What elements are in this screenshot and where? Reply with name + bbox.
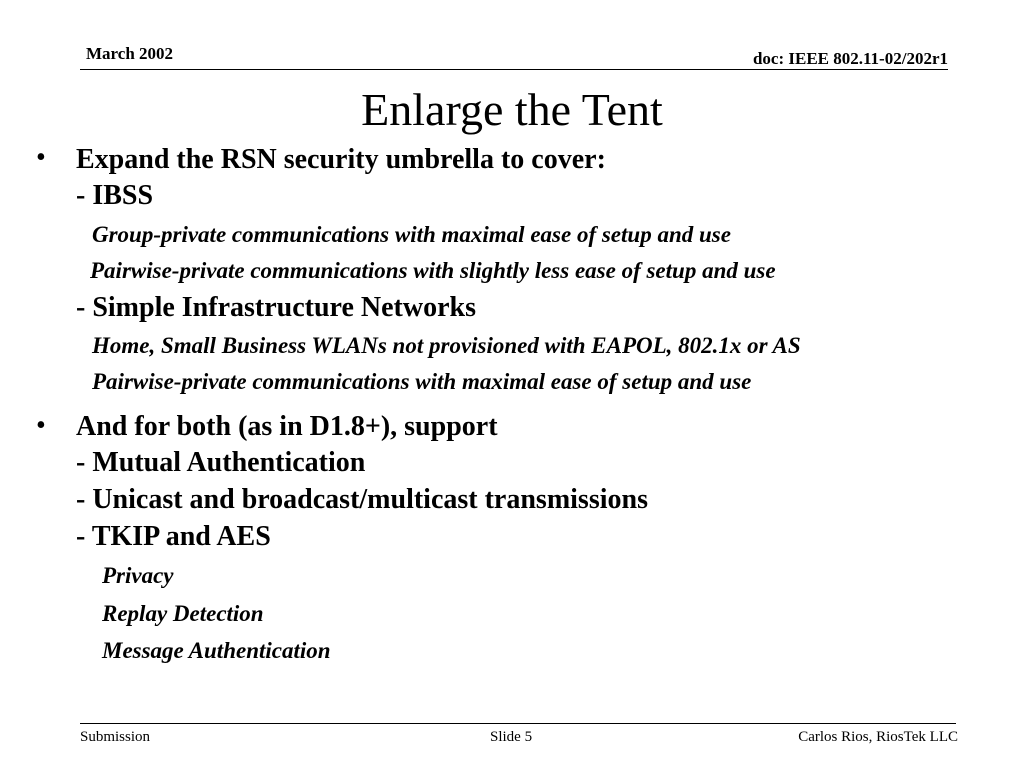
footer-author: Carlos Rios, RiosTek LLC: [798, 729, 958, 745]
header-doc-id: doc: IEEE 802.11-02/202r1: [752, 49, 948, 68]
bullet-1-dot: •: [36, 142, 46, 173]
bullet-2-line-replay-detection: Replay Detection: [102, 601, 264, 626]
bullet-1-line-group-private: Group-private communications with maximal ease of setup and use: [92, 222, 731, 247]
bullet-1-line-pairwise-private: Pairwise-private communications with slightly less ease of setup and use: [90, 258, 776, 283]
bullet-2-dot: •: [36, 410, 46, 441]
bullet-2-line-mutual-auth: - Mutual Authentication: [76, 447, 366, 478]
bullet-1-heading: Expand the RSN security umbrella to cover:: [76, 144, 606, 175]
bullet-2-line-unicast: - Unicast and broadcast/multicast transmissions: [76, 484, 648, 515]
slide-title: Enlarge the Tent: [361, 84, 663, 135]
bullet-2-heading: And for both (as in D1.8+), support: [76, 411, 498, 442]
bullet-1-line-pairwise-maximal: Pairwise-private communications with maximal ease of setup and use: [92, 369, 752, 394]
header-divider: [80, 69, 948, 70]
bullet-2-line-tkip-aes: - TKIP and AES: [76, 521, 271, 552]
bullet-2-line-privacy: Privacy: [102, 563, 174, 588]
footer-slide-number: Slide 5: [490, 729, 533, 745]
bullet-2-line-message-auth: Message Authentication: [102, 638, 331, 663]
footer-divider: [80, 723, 956, 724]
header-date: March 2002: [86, 44, 174, 63]
footer-submission: Submission: [80, 729, 151, 745]
bullet-1-line-simple-infra: - Simple Infrastructure Networks: [76, 292, 476, 323]
bullet-1-line-ibss: - IBSS: [76, 180, 154, 211]
bullet-1-line-home-small-business: Home, Small Business WLANs not provisioned with EAPOL, 802.1x or AS: [92, 333, 801, 358]
